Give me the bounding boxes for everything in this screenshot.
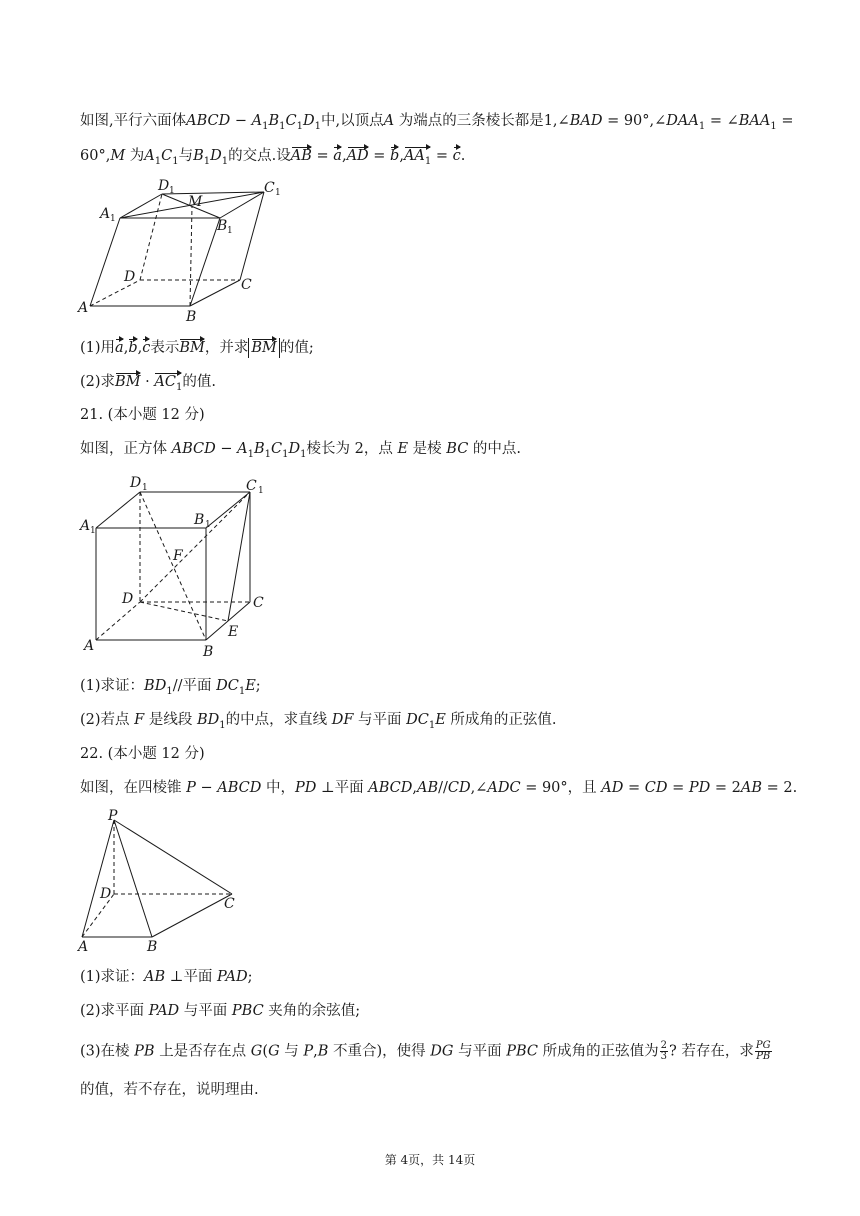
svg-text:C: C xyxy=(224,896,235,912)
svg-text:1: 1 xyxy=(205,520,211,530)
svg-text:B: B xyxy=(203,644,214,660)
text: (1)用 xyxy=(80,340,116,356)
text: 中， xyxy=(265,780,295,796)
svg-text:A: A xyxy=(84,638,95,654)
p21-intro: 如图，正方体 ABCD − $A_1B_1C_1D_1$棱长为 2，点 E 是棱 BC 的中点. xyxy=(80,441,522,460)
text: 与 xyxy=(284,1043,299,1060)
svg-text:1: 1 xyxy=(90,526,96,536)
p20-intro-line1: 如图,平行六面体ABCD − $A_1B_1C_1D_1$中,以顶点A 为端点的三条棱长都是1,∠BAD = $90^\circ,\angle DAA_1$ = $\angle BAA_1$ = xyxy=(80,113,794,132)
svg-text:B: B xyxy=(186,309,197,322)
text: 不重合)，使得 xyxy=(333,1043,426,1060)
svg-text:1: 1 xyxy=(275,188,281,198)
svg-text:D: D xyxy=(158,178,170,194)
svg-text:A: A xyxy=(78,300,89,316)
p22-question-3-cont: 的值，若不存在，说明理由. xyxy=(80,1082,259,1098)
svg-text:D: D xyxy=(122,591,134,607)
svg-text:M: M xyxy=(188,194,203,210)
text: 的值; xyxy=(279,340,314,356)
svg-text:1: 1 xyxy=(142,483,148,493)
svg-text:P: P xyxy=(108,808,118,824)
svg-text:C: C xyxy=(241,277,252,293)
svg-text:1: 1 xyxy=(110,214,116,224)
text: 中,以顶点 xyxy=(321,113,384,129)
text: (1)求证： xyxy=(80,969,145,985)
p20-question-2: (2)求BM · $AC_1$的值. xyxy=(80,372,216,398)
svg-text:A: A xyxy=(100,206,111,222)
p22-question-1: (1)求证：AB ⊥平面 PAD; xyxy=(80,969,253,985)
fraction-two-thirds: $\frac{2}{3}$ xyxy=(660,1040,667,1062)
text: 的中点. xyxy=(472,441,522,457)
p21-question-1: (1)求证：$BD_1//$平面 $DC_1E$; xyxy=(80,678,261,697)
figure-cube xyxy=(72,470,292,665)
text: 棱长为 2，点 xyxy=(306,441,393,457)
p20-question-1: (1)用a,b,c表示BM，并求 BM 的值; xyxy=(80,340,314,356)
text: (2)求平面 xyxy=(80,1003,145,1019)
p21-question-2: (2)若点 F 是线段 $BD_1$的中点，求直线 DF 与平面 $DC_1E$ 所成角的正弦值. xyxy=(80,712,557,731)
p22-header: 22. (本小题 12 分) xyxy=(80,746,205,762)
p22-question-2: (2)求平面 PAD 与平面 PBC 夹角的余弦值; xyxy=(80,1003,361,1019)
text: 平面 xyxy=(182,678,212,694)
text: 与平面 xyxy=(458,1043,502,1060)
text: 上是否存在点 xyxy=(159,1043,247,1060)
text: 与平面 xyxy=(358,712,402,728)
svg-text:C: C xyxy=(253,595,264,611)
svg-text:F: F xyxy=(173,548,183,564)
text: 与 xyxy=(178,148,194,164)
text: 的交点.设 xyxy=(228,148,291,164)
svg-text:1: 1 xyxy=(258,486,264,496)
svg-text:C: C xyxy=(246,478,257,494)
text: ，并求 xyxy=(204,340,249,356)
text: 如图，在四棱锥 xyxy=(80,780,182,796)
text: (3)在棱 xyxy=(80,1043,130,1060)
p22-question-3: (3)在棱 PB 上是否存在点 G(G 与 P,B 不重合)，使得 DG 与平面 PBC 所成角的正弦值为 $\frac{2}{3}$ ? 若存在，求 $\frac{PG}{PB}$ xyxy=(80,1040,771,1062)
text: 是棱 xyxy=(412,441,442,457)
text: 表示 xyxy=(150,340,180,356)
text: ? 若存在，求 xyxy=(669,1043,754,1060)
text: 平面 xyxy=(183,969,213,985)
text: 夹角的余弦值; xyxy=(268,1003,361,1019)
svg-text:D: D xyxy=(100,886,112,902)
text: 是线段 xyxy=(148,712,193,728)
p20-intro-line2: 60°,M 为$A_1C_1$与$B_1D_1$的交点.设AB = $a,AD = b,AA_1 = c$. xyxy=(80,146,465,172)
svg-text:1: 1 xyxy=(227,226,233,236)
svg-text:E: E xyxy=(228,624,239,640)
text: 的中点，求直线 xyxy=(225,712,328,728)
svg-text:D: D xyxy=(124,269,136,285)
text: 的值. xyxy=(182,374,216,390)
svg-text:B: B xyxy=(147,939,158,955)
p22-intro: 如图，在四棱锥 P − ABCD 中，PD ⊥平面 ABCD,AB//CD,∠ADC = 90°，且 AD = CD = PD = 2AB = 2. xyxy=(80,780,798,796)
page-footer: 第 4页，共 14页 xyxy=(384,1153,476,1167)
text: 与平面 xyxy=(183,1003,228,1019)
text: 为端点的三条棱长都是1, xyxy=(398,113,558,129)
text: 所成角的正弦值. xyxy=(450,712,557,728)
figure-pyramid xyxy=(72,806,252,956)
fraction-pg-pb: $\frac{PG}{PB}$ xyxy=(755,1040,771,1062)
svg-text:B: B xyxy=(194,512,205,528)
text: 平面 xyxy=(334,780,364,796)
svg-text:A: A xyxy=(80,518,91,534)
text: 如图，正方体 xyxy=(80,441,167,457)
svg-text:1: 1 xyxy=(169,186,175,196)
text: (2)求 xyxy=(80,374,116,390)
text: (2)若点 xyxy=(80,712,130,728)
svg-text:B: B xyxy=(217,218,228,234)
figure-parallelepiped xyxy=(72,172,292,322)
text: 为 xyxy=(129,148,145,164)
text: (1)求证： xyxy=(80,678,145,694)
text: ，且 xyxy=(567,780,597,796)
text: 所成角的正弦值为 xyxy=(542,1043,659,1060)
text: 如图,平行六面体 xyxy=(80,113,187,129)
svg-text:A: A xyxy=(78,939,89,955)
svg-text:D: D xyxy=(130,475,142,491)
svg-text:C: C xyxy=(264,180,275,196)
p21-header: 21. (本小题 12 分) xyxy=(80,407,205,423)
